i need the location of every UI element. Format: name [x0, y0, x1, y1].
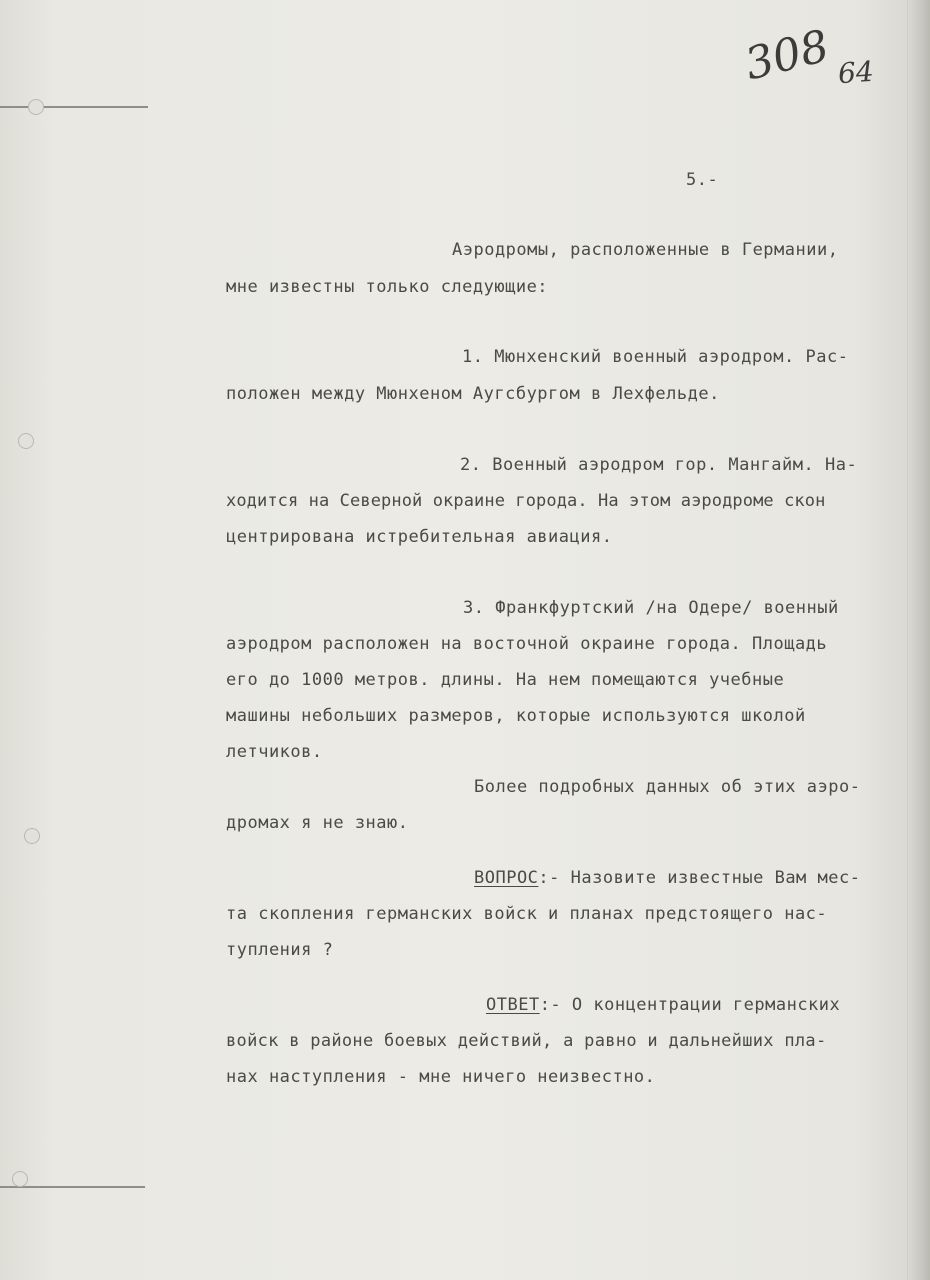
item2-line-1: 2. Военный аэродром гор. Мангайм. На-: [460, 455, 858, 475]
answer-line-3: нах наступления - мне ничего неизвестно.: [226, 1067, 656, 1087]
item3-line-4: машины небольших размеров, которые используются школой: [226, 706, 806, 726]
archive-number-annotation: 308: [740, 20, 834, 91]
folio-number-annotation: 64: [836, 54, 875, 91]
answer-line-2: войск в районе боевых действий, а равно и дальнейших пла-: [226, 1031, 827, 1051]
intro-line-2: мне известны только следующие:: [226, 277, 549, 297]
item2-line-2: ходится на Северной окраине города. На этом аэродроме скон: [226, 491, 826, 511]
margin-rule-top: [0, 106, 148, 108]
binder-hole: [28, 99, 44, 115]
answer-line-1: [486, 995, 840, 1015]
details-line-2: дромах я не знаю.: [226, 813, 409, 833]
item3-line-1: 3. Франкфуртский /на Одере/ военный: [463, 598, 839, 618]
question-text: :- Назовите известные Вам мес-: [538, 868, 861, 888]
binder-hole: [18, 433, 34, 449]
item3-line-2: аэродром расположен на восточной окраине города. Площадь: [226, 634, 828, 654]
details-line-1: Более подробных данных об этих аэро-: [474, 777, 861, 797]
binder-hole: [12, 1171, 28, 1187]
question-line-1: [474, 868, 860, 888]
item1-line-1: 1. Мюнхенский военный аэродром. Рас-: [462, 347, 849, 367]
intro-line-1: Аэродромы, расположенные в Германии,: [452, 240, 839, 260]
item3-line-5: летчиков.: [226, 742, 323, 762]
question-line-3: тупления ?: [226, 940, 334, 960]
item1-line-2: положен между Мюнхеном Аугсбургом в Лехфельде.: [226, 384, 720, 404]
binder-hole: [24, 828, 40, 844]
question-line-2: та скопления германских войск и планах предстоящего нас-: [226, 904, 828, 924]
page-number: 5.-: [686, 170, 719, 190]
page-binding-edge: [907, 0, 930, 1280]
item3-line-3: его до 1000 метров. длины. На нем помещаются учебные: [226, 670, 785, 690]
question-label: ВОПРОС: [474, 868, 539, 888]
answer-label: ОТВЕТ: [486, 995, 540, 1015]
item2-line-3: центрирована истребительная авиация.: [226, 527, 613, 547]
answer-text: :- О концентрации германских: [539, 995, 841, 1015]
